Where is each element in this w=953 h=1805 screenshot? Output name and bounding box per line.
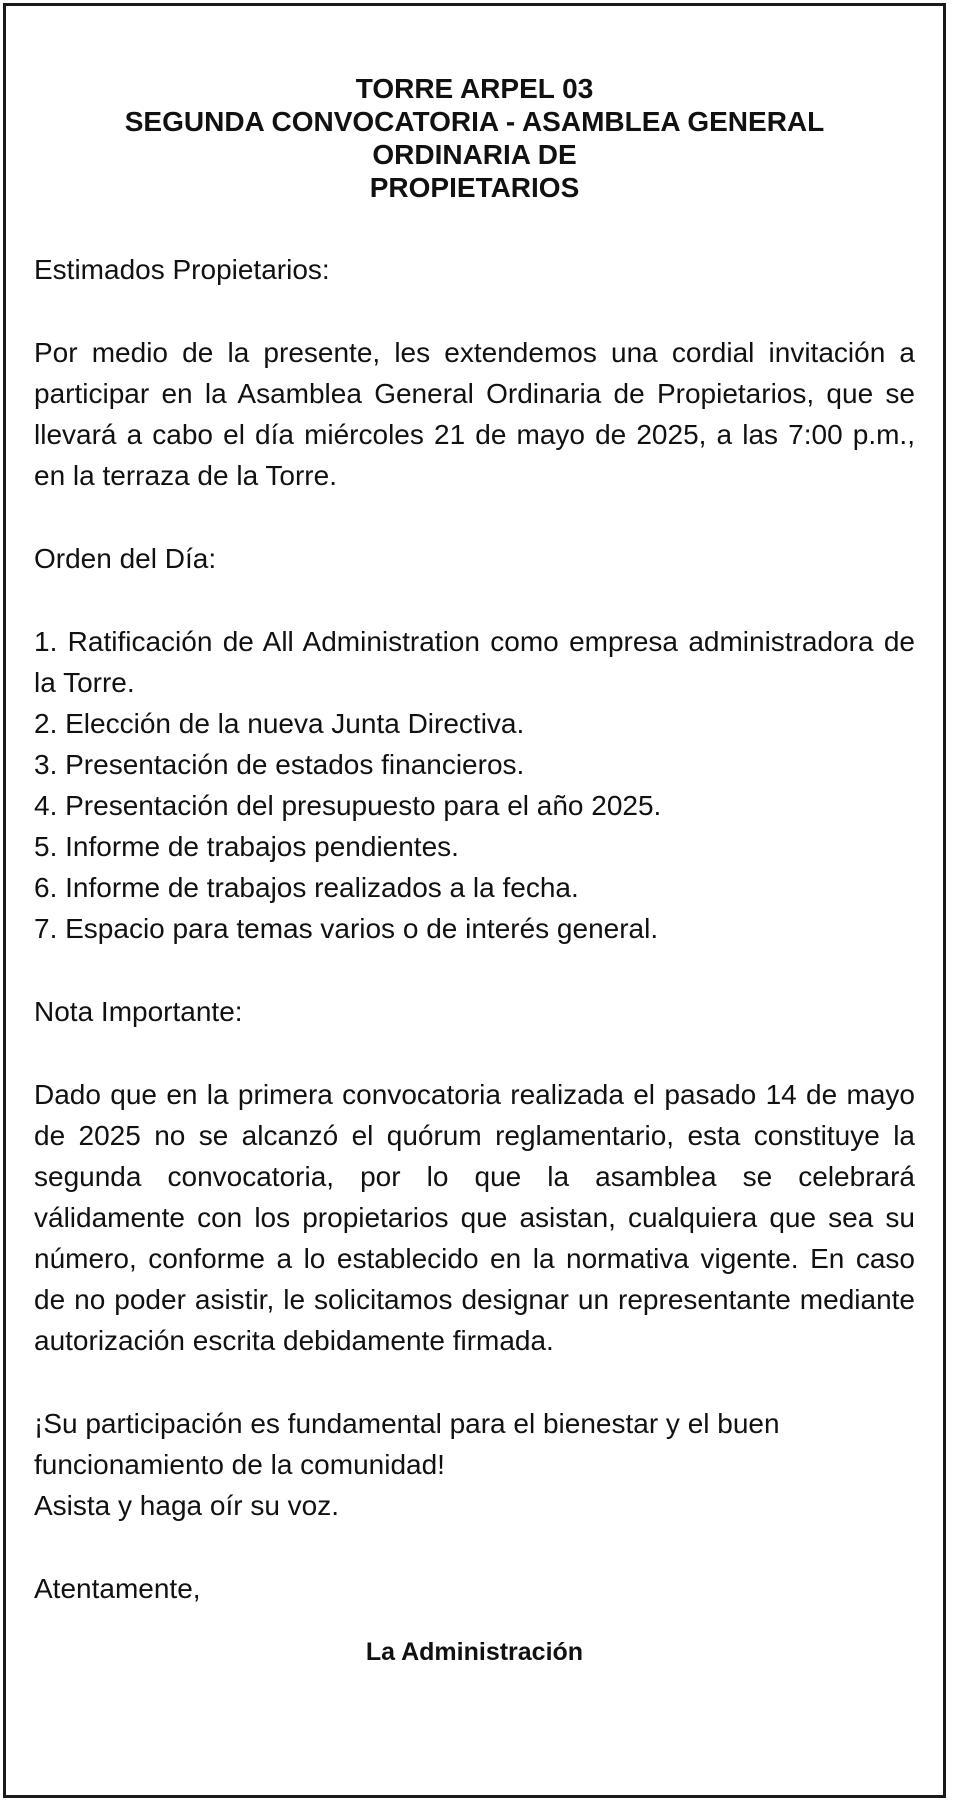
- note-heading: Nota Importante:: [34, 996, 243, 1027]
- signature: La Administración: [365, 1638, 584, 1666]
- agenda-list: [34, 621, 915, 949]
- agenda-heading: Orden del Día:: [34, 543, 217, 574]
- intro-paragraph: Por medio de la presente, les extendemos una cordial invitación a participar en la Asamblea General Ordinaria de Propietarios, que se llevará a cabo el día miércoles 21 de mayo de 2025, a las 7:00 p.m., en la terraza de la Torre.: [34, 337, 915, 491]
- title-line-building: TORRE ARPEL 03: [355, 73, 594, 104]
- agenda-item: 7. Espacio para temas varios o de interés general.: [34, 913, 659, 944]
- greeting: Estimados Propietarios:: [34, 254, 330, 285]
- closing-line: Asista y haga oír su voz.: [34, 1490, 340, 1521]
- title-line-convocation: SEGUNDA CONVOCATORIA - ASAMBLEA GENERAL: [124, 106, 825, 137]
- notice-title: [34, 72, 915, 204]
- signoff: Atentamente,: [34, 1573, 201, 1604]
- title-line-type: ORDINARIA DE: [372, 139, 577, 170]
- agenda-item: 4. Presentación del presupuesto para el año 2025.: [34, 790, 662, 821]
- note-paragraph: Dado que en la primera convocatoria realizada el pasado 14 de mayo de 2025 no se alcanzó el quórum reglamentario, esta constituye la segunda convocatoria, por lo que la asamblea se celebrará válidamente con los propietarios que asistan, cualquiera que sea su número, conforme a lo establecido en la normativa vigente. En caso de no poder asistir, le solicitamos designar un representante mediante autorización escrita debidamente firmada.: [34, 1079, 915, 1356]
- agenda-item: 1. Ratificación de All Administration como empresa administradora de la Torre.: [34, 626, 915, 698]
- agenda-item: 6. Informe de trabajos realizados a la fecha.: [34, 872, 579, 903]
- closing-message: [34, 1403, 915, 1526]
- agenda-item: 3. Presentación de estados financieros.: [34, 749, 525, 780]
- title-line-audience: PROPIETARIOS: [369, 172, 580, 203]
- agenda-item: 2. Elección de la nueva Junta Directiva.: [34, 708, 525, 739]
- notice-content: [34, 72, 915, 1692]
- closing-line: ¡Su participación es fundamental para el bienestar y el buen funcionamiento de la comunidad!: [34, 1408, 780, 1480]
- notice-page: [3, 3, 946, 1798]
- agenda-item: 5. Informe de trabajos pendientes.: [34, 831, 459, 862]
